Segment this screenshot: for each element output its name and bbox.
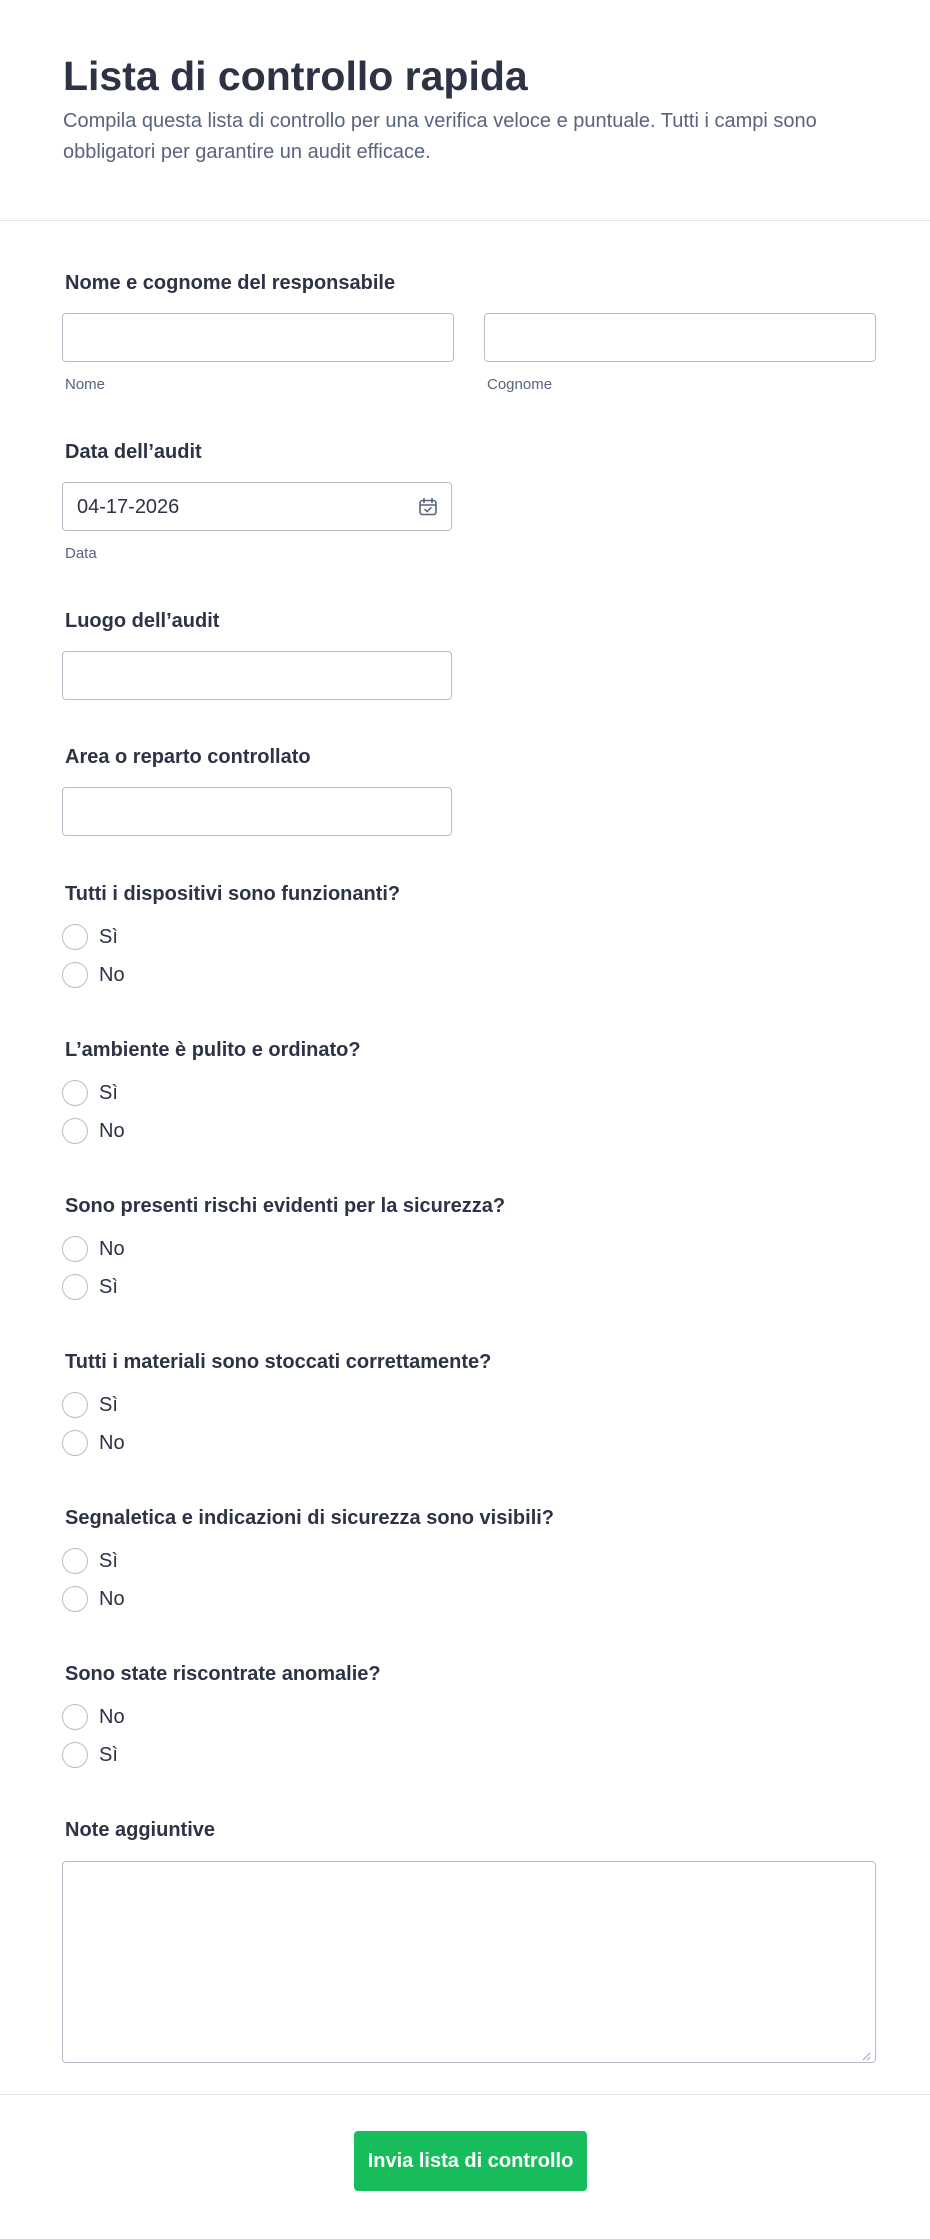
radio-button[interactable] [62,1274,88,1300]
question-2-label: L’ambiente è pulito e ordinato? [65,1039,361,1061]
page-subtitle: Compila questa lista di controllo per una verifica veloce e puntuale. Tutti i campi sono obbligatori per garantire un audit efficace. [63,110,817,163]
radio-label: Sì [99,1744,118,1766]
question-5-label: Segnaletica e indicazioni di sicurezza sono visibili? [65,1507,555,1529]
radio-button[interactable] [62,1430,88,1456]
radio-button[interactable] [62,962,88,988]
date-label: Data dell’audit [65,441,202,463]
radio-button[interactable] [62,1392,88,1418]
responsabile-label: Nome e cognome del responsabile [65,272,396,294]
radio-label: Sì [99,1276,118,1298]
radio-button[interactable] [62,1236,88,1262]
form-header [0,0,930,221]
submit-button[interactable]: Invia lista di controllo [354,2131,587,2191]
date-value: 04-17-2026 [77,496,180,518]
date-field[interactable] [62,482,452,531]
radio-button[interactable] [62,1080,88,1106]
location-field[interactable] [62,651,452,700]
question-6-label: Sono state riscontrate anomalie? [65,1663,381,1685]
radio-label: Sì [99,1394,118,1416]
radio-label: No [99,1432,125,1454]
last-name-sublabel: Cognome [487,376,553,393]
radio-label: Sì [99,1082,118,1104]
radio-label: No [99,1238,125,1260]
question-3-label: Sono presenti rischi evidenti per la sicurezza? [65,1195,506,1217]
question-3-option-1[interactable] [62,1236,125,1262]
radio-button[interactable] [62,1548,88,1574]
notes-textarea[interactable] [62,1861,876,2063]
footer-divider [0,2094,930,2095]
question-1-label: Tutti i dispositivi sono funzionanti? [65,883,401,905]
first-name-sublabel: Nome [65,376,106,393]
question-4-option-1[interactable] [62,1392,118,1418]
radio-button[interactable] [62,1118,88,1144]
notes-label: Note aggiuntive [65,1819,216,1841]
question-4-option-2[interactable] [62,1430,125,1456]
first-name-field[interactable] [62,313,454,362]
question-1-option-2[interactable] [62,962,125,988]
radio-label: No [99,1706,125,1728]
last-name-field[interactable] [484,313,876,362]
resize-grip-icon[interactable] [861,2048,871,2058]
question-1-option-1[interactable] [62,924,118,950]
question-6-option-2[interactable] [62,1742,118,1768]
radio-label: Sì [99,926,118,948]
calendar-icon[interactable] [417,496,439,518]
location-label: Luogo dell’audit [65,610,220,632]
radio-button[interactable] [62,1742,88,1768]
radio-button[interactable] [62,1586,88,1612]
radio-label: Sì [99,1550,118,1572]
radio-label: No [99,1588,125,1610]
question-5-option-2[interactable] [62,1586,125,1612]
radio-button[interactable] [62,1704,88,1730]
date-sublabel: Data [65,545,97,562]
question-2-option-2[interactable] [62,1118,125,1144]
radio-label: No [99,1120,125,1142]
question-6-option-1[interactable] [62,1704,125,1730]
area-field[interactable] [62,787,452,836]
area-label: Area o reparto controllato [65,746,311,768]
question-5-option-1[interactable] [62,1548,118,1574]
radio-label: No [99,964,125,986]
question-3-option-2[interactable] [62,1274,118,1300]
question-4-label: Tutti i materiali sono stoccati correttamente? [65,1351,492,1373]
radio-button[interactable] [62,924,88,950]
page-title: Lista di controllo rapida [63,53,528,99]
question-2-option-1[interactable] [62,1080,118,1106]
